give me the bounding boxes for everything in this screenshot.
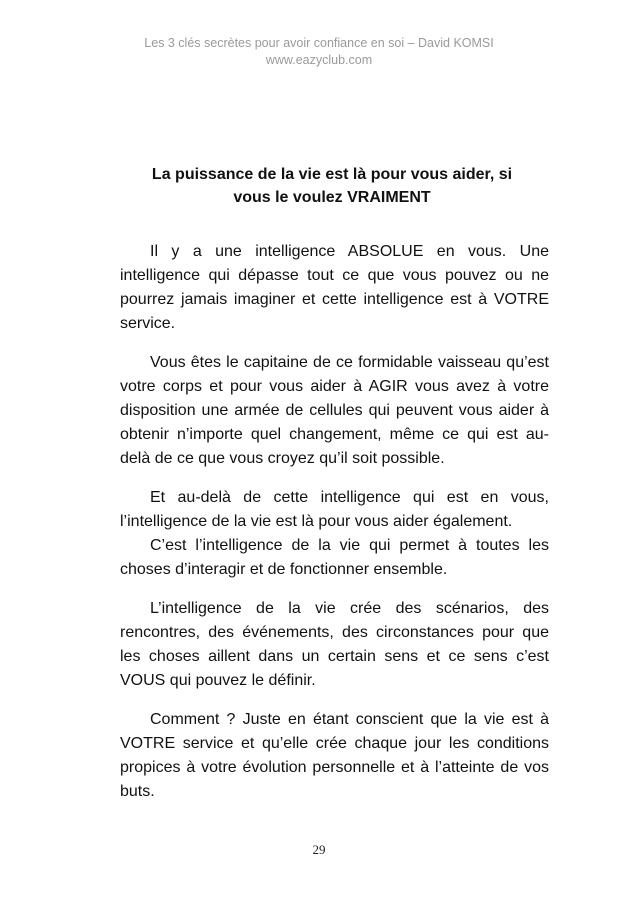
running-header-title: Les 3 clés secrètes pour avoir confiance en soi – David KOMSI xyxy=(144,36,494,50)
paragraph: Comment ? Juste en étant conscient que la vie est à VOTRE service et qu’elle crée chaque jour les conditions propices à votre évolution personnelle et à l’atteinte de vos buts. xyxy=(120,711,549,800)
paragraph: Vous êtes le capitaine de ce formidable vaisseau qu’est votre corps et pour vous aider à AGIR vous avez à votre disposition une armée de cellules qui peuvent vous aider à obtenir n’importe quel changement, même ce qui est au-delà de ce que vous croyez qu’il soit possible. xyxy=(120,354,549,467)
chapter-title xyxy=(132,163,532,209)
chapter-title-line-1: La puissance de la vie est là pour vous aider, si xyxy=(151,166,513,183)
body-text xyxy=(120,240,549,804)
paragraph: C’est l’intelligence de la vie qui permet à toutes les choses d’interagir et de fonctionner ensemble. xyxy=(120,537,549,578)
chapter-title-line-2: vous le voulez VRAIMENT xyxy=(233,189,431,206)
paragraph: Et au-delà de cette intelligence qui est en vous, l’intelligence de la vie est là pour vous aider également. xyxy=(120,489,549,530)
paragraph: L’intelligence de la vie crée des scénarios, des rencontres, des événements, des circonstances pour que les choses aillent dans un certain sens et ce sens c’est VOUS qui pouvez le définir. xyxy=(120,600,549,689)
running-header-url: www.eazyclub.com xyxy=(265,53,373,67)
page-number: 29 xyxy=(312,842,326,857)
running-header xyxy=(0,35,638,69)
paragraph: Il y a une intelligence ABSOLUE en vous. Une intelligence qui dépasse tout ce que vous pouvez ou ne pourrez jamais imaginer et cette intelligence est à VOTRE service. xyxy=(120,243,549,332)
